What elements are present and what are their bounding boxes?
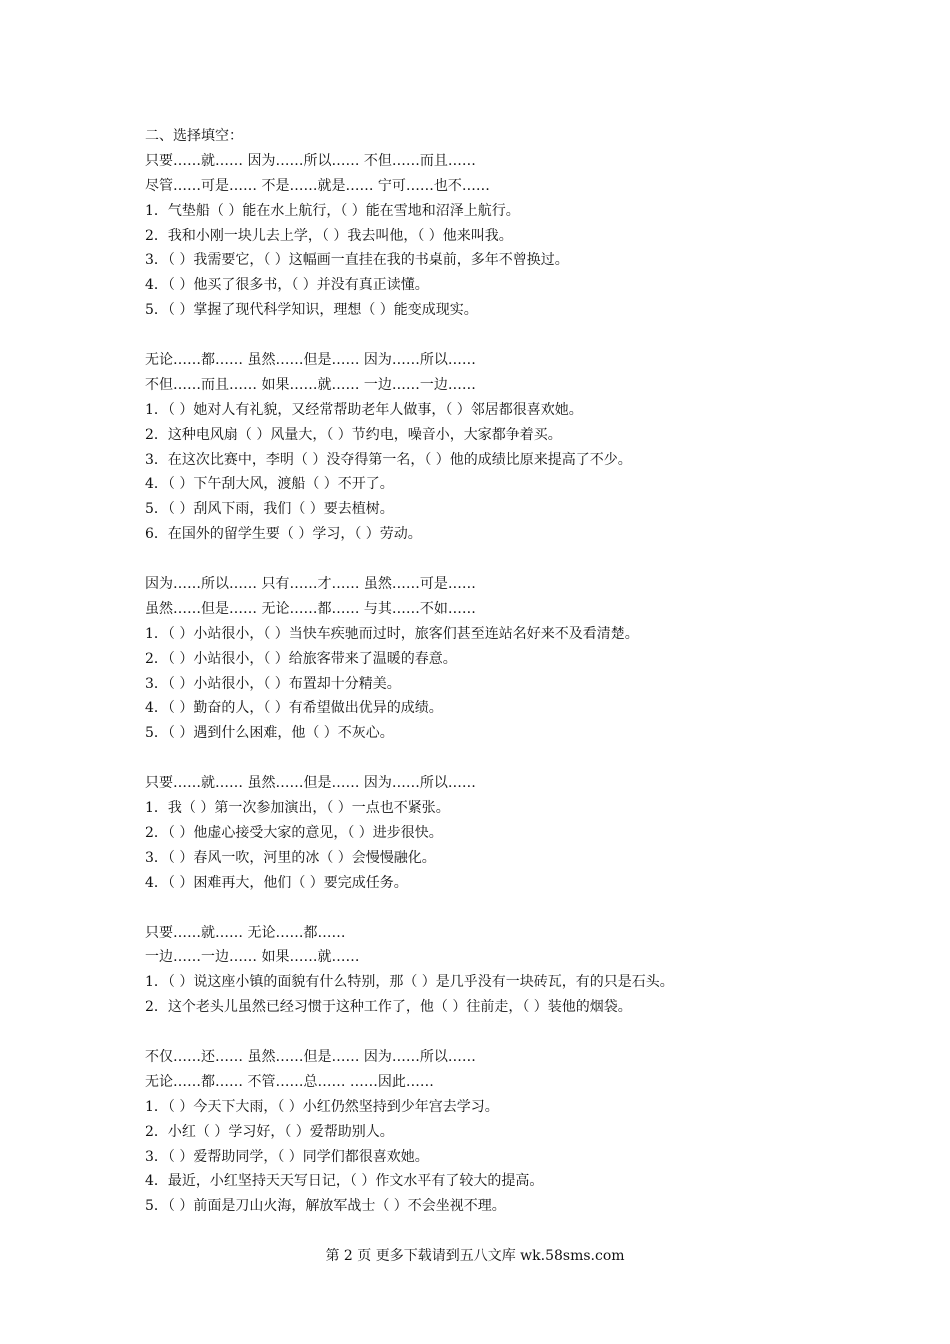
option-line: 尽管……可是…… 不是……就是…… 宁可……也不…… (145, 177, 490, 194)
question-line: 4．（ ）他买了很多书，（ ）并没有真正读懂。 (145, 277, 429, 294)
question-line: 3．（ ）春风一吹，河里的冰（ ）会慢慢融化。 (145, 849, 436, 866)
blank-line (145, 896, 845, 921)
blank-line (145, 323, 845, 348)
exercise-content (145, 124, 845, 1219)
option-line: 因为……所以…… 只有……才…… 虽然……可是…… (145, 576, 476, 593)
blank-line (145, 547, 845, 572)
question-line: 2．（ ）小站很小，（ ）给旅客带来了温暖的春意。 (145, 650, 457, 667)
exercise-group-3 (145, 572, 845, 746)
option-line: 只要……就…… 因为……所以…… 不但……而且…… (145, 152, 476, 169)
exercise-group-6 (145, 1045, 845, 1219)
question-line: 4．最近，小红坚持天天写日记，（ ）作文水平有了较大的提高。 (145, 1173, 544, 1190)
question-line: 2．这个老头儿虽然已经习惯于这种工作了，他（ ）往前走，（ ）装他的烟袋。 (145, 999, 632, 1016)
blank-line (145, 746, 845, 771)
exercise-group-1 (145, 149, 845, 323)
question-line: 3．（ ）我需要它，（ ）这幅画一直挂在我的书桌前，多年不曾换过。 (145, 252, 569, 269)
option-line: 一边……一边…… 如果……就…… (145, 949, 360, 966)
question-line: 1．（ ）小站很小，（ ）当快车疾驰而过时，旅客们甚至连站名好来不及看清楚。 (145, 625, 639, 642)
question-line: 3．（ ）小站很小，（ ）布置却十分精美。 (145, 675, 401, 692)
question-line: 2．我和小刚一块儿去上学，（ ）我去叫他，（ ）他来叫我。 (145, 227, 513, 244)
question-line: 5．（ ）遇到什么困难，他（ ）不灰心。 (145, 725, 394, 742)
exercise-group-4 (145, 771, 845, 895)
question-line: 1．我（ ）第一次参加演出，（ ）一点也不紧张。 (145, 800, 450, 817)
question-line: 4．（ ）勤奋的人，（ ）有希望做出优异的成绩。 (145, 700, 443, 717)
exercise-group-5 (145, 921, 845, 1021)
question-line: 3．在这次比赛中，李明（ ）没夺得第一名，（ ）他的成绩比原来提高了不少。 (145, 451, 632, 468)
question-line: 1．（ ）今天下大雨，（ ）小红仍然坚持到少年宫去学习。 (145, 1098, 499, 1115)
question-line: 1．（ ）说这座小镇的面貌有什么特别，那（ ）是几乎没有一块砖瓦，有的只是石头。 (145, 974, 674, 991)
question-line: 1．（ ）她对人有礼貌，又经常帮助老年人做事，（ ）邻居都很喜欢她。 (145, 401, 583, 418)
question-line: 5．（ ）刮风下雨，我们（ ）要去植树。 (145, 501, 394, 518)
option-line: 只要……就…… 无论……都…… (145, 924, 346, 941)
question-line: 3．（ ）爱帮助同学，（ ）同学们都很喜欢她。 (145, 1148, 429, 1165)
question-line: 2．小红（ ）学习好，（ ）爱帮助别人。 (145, 1123, 394, 1140)
option-line: 无论……都…… 不管……总…… ……因此…… (145, 1073, 434, 1090)
question-line: 6．在国外的留学生要（ ）学习，（ ）劳动。 (145, 526, 422, 543)
section-heading: 二、选择填空： (145, 128, 243, 144)
question-line: 4．（ ）下午刮大风，渡船（ ）不开了。 (145, 476, 394, 493)
option-line: 不但……而且…… 如果……就…… 一边……一边…… (145, 376, 476, 393)
blank-line (145, 1020, 845, 1045)
option-line: 只要……就…… 虽然……但是…… 因为……所以…… (145, 775, 476, 792)
question-line: 2．这种电风扇（ ）风量大，（ ）节约电，噪音小，大家都争着买。 (145, 426, 562, 443)
question-line: 4．（ ）困难再大，他们（ ）要完成任务。 (145, 874, 408, 891)
question-line: 1．气垫船（ ）能在水上航行，（ ）能在雪地和沼泽上航行。 (145, 202, 520, 219)
page-footer: 第 2 页 更多下载请到五八文库 wk.58sms.com (325, 1248, 625, 1264)
question-line: 2．（ ）他虚心接受大家的意见，（ ）进步很快。 (145, 824, 443, 841)
option-line: 不仅……还…… 虽然……但是…… 因为……所以…… (145, 1048, 476, 1065)
option-line: 虽然……但是…… 无论……都…… 与其……不如…… (145, 600, 476, 617)
option-line: 无论……都…… 虽然……但是…… 因为……所以…… (145, 352, 476, 369)
question-line: 5．（ ）掌握了现代科学知识，理想（ ）能变成现实。 (145, 302, 478, 319)
exercise-group-2 (145, 348, 845, 547)
question-line: 5．（ ）前面是刀山火海，解放军战士（ ）不会坐视不理。 (145, 1198, 506, 1215)
